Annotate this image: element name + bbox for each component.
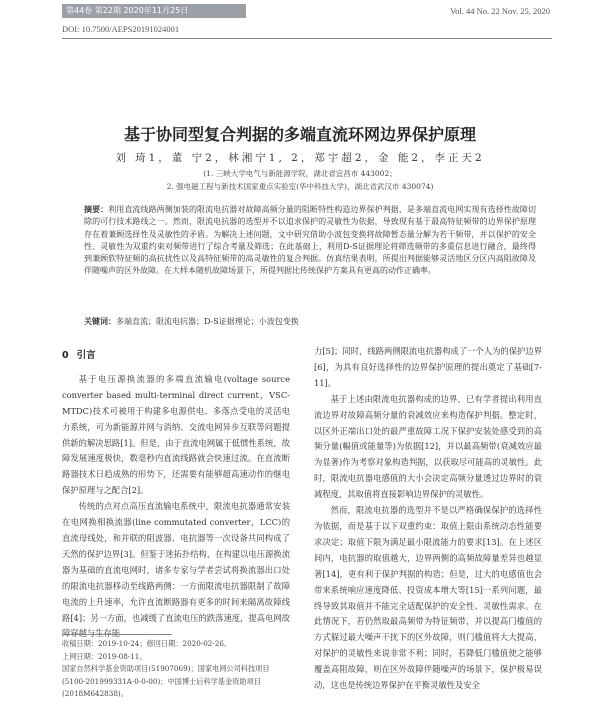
right-column	[314, 344, 542, 694]
section-number: 0	[62, 350, 69, 361]
authors: 刘 琦1，董 宁2，林湘宁1, 2，郑宇超2，金 能2，李正天2	[115, 152, 485, 164]
affiliation-1: (1. 三峡大学电气与新能源学院，湖北省宜昌市 443002；	[203, 169, 397, 178]
keywords	[84, 316, 536, 327]
paragraph: 基于电压源换流器的多端直流输电(voltage source converter based multi-terminal direct current，VSC-MTDC)技术可被用于构建多电源供电、多落点受电的灵活电力系统，可为新能源并网与消纳、交流电网异步互联等问题提供新的解决思路[1]。但是，由于直流电网属于低惯性系统，故障发展速度极快，数毫秒内直流线路就会快速过流。在直流断路器技术日趋成熟的形势下，还需要有能够超高速动作的继电保护原理与之配合[2]。	[62, 373, 290, 496]
footnote-received: 收稿日期：2019-10-24；修回日期：2020-02-26。	[62, 639, 232, 648]
header-divider	[62, 38, 552, 39]
abstract-label: 摘要：	[84, 205, 109, 214]
section-heading	[62, 348, 290, 364]
volume-info: Vol. 44 No. 22 Nov. 25, 2020	[450, 6, 550, 16]
paragraph: 然而，限流电抗器的选型并不是以严格确保保护的选择性为依据，而是基于以下双重约束：取值上限由系统动态性能要求决定；取值下限为满足最小限流能力的要求[13]。在上述区间内，电抗器的取值越大，边界两侧的高频故障量差异也越显著[14]，更有利于保护判据的构造；但是，过大的电感值也会带来系统响应速度降低、投资成本增大等[15]一系列问题，最终导致其取值并不能完全适配保护的安全性、灵敏性需求。在此情况下，若仍然取最高频带为特征频带，并以提高门槛值的方式躲过最大噪声干扰下的区外故障，则门槛值将大大提高，对保护的灵敏性来说非常不利；同时，若降低门槛值使之能够覆盖高阻故障，则在区外故障伴随噪声的场景下，保护极易误动，这也是传统边界保护在平衡灵敏性及安全	[314, 505, 542, 691]
footnote-divider	[62, 634, 172, 635]
abstract-text: 利用直流线路两侧加装的限流电抗器对故障高频分量的阻断特性构造边界保护判据，是多端直流电网实现有选择性故障切除的可行技术路线之一。然而，限流电抗器的选型并不以追求保护的灵敏性为依据，导致现有基于最高特征频带的边界保护原理存在着兼顾选择性及灵敏性的矛盾。为解决上述问题，文中研究借助小波包变换将故障暂态量分解为若干频带，并以保护的安全性、灵敏性为双重约束对频带进行了综合考量及筛选；在此基础上，利用D-S证据理论将筛选频带的多重信息进行融合，最终得到兼顾软特征频的高抗扰性以及高特征频带的高灵敏性的复合判据。仿真结果表明，所提出判据能够灵活地区分区内高阻故障及伴随噪声的区外故障。在大样本随机故障场景下，所提判据比传统保护方案具有更高的动作正确率。	[84, 205, 536, 276]
paragraph: 基于上述由限流电抗器构成的边界，已有学者提出利用直流边界对故障高频分量的衰减效应来构造保护判据。整定时，以区外正端出口处的最严重故障工况下保护安装处感受到的高频分量(幅值或能量等)为依据[12]，并以最高频带(衰减效应最为显著)作为考察对象构造判据，以获取尽可能高的灵敏性。此时，限流电抗器电感值的大小会决定高频分量透过边界时的衰减程度，其取值将直接影响边界保护的灵敏性。	[314, 393, 542, 500]
section-title: 引言	[76, 350, 96, 361]
footnotes	[62, 638, 290, 701]
keywords-label: 关键词：	[84, 317, 116, 326]
journal-issue: 第44卷 第22期 2020年11月25日	[62, 4, 246, 18]
paper-title: 基于协同型复合判据的多端直流环网边界保护原理	[123, 125, 476, 144]
keywords-text: 多端直流；限流电抗器；D-S证据理论；小波包变换	[116, 317, 299, 326]
left-column	[62, 348, 290, 642]
journal-header	[0, 0, 600, 22]
abstract	[84, 204, 536, 278]
footnote-online: 上网日期：2019-08-11。	[62, 651, 147, 661]
doi[interactable]: DOI: 10.7500/AEPS20191024001	[62, 24, 180, 34]
paragraph: 传统的点对点高压直流输电系统中，限流电抗器通常安装在电网换相换流器(line commutated converter，LCC)的直流母线处，和并联的阻波器、电抗器等一次设备共同构成了天然的保护边界[3]。但鉴于迷拓扑结构，在构建以电压源换流器为基础的直流电网时，诸多专家与学者尝试将换流器出口处的限流电抗器移动至线路两侧：一方面限流电抗器限制了故障电流的上升速率，允许直流断路器有更多的时间来隔离故障线路[4]；另一方面，也减缓了直流电压的跌落速度，提高电网故障穿越与生存能	[62, 501, 290, 639]
footnote-funding: 国家自然科学基金资助项目(51907069)；国家电网公司科技项目(5100-201999331A-0-0-00)；中国博士后科学基金资助项目(2018M642838)。	[62, 664, 270, 698]
affiliation-2: 2. 强电磁工程与新技术国家重点实验室(华中科技大学)，湖北省武汉市 430074)	[166, 182, 434, 191]
paragraph: 力[5]；同时，线路两侧限流电抗器构成了一个人为的保护边界[6]，为具有良好选择性的边界保护原理的提出奠定了基础[7-11]。	[314, 346, 542, 388]
